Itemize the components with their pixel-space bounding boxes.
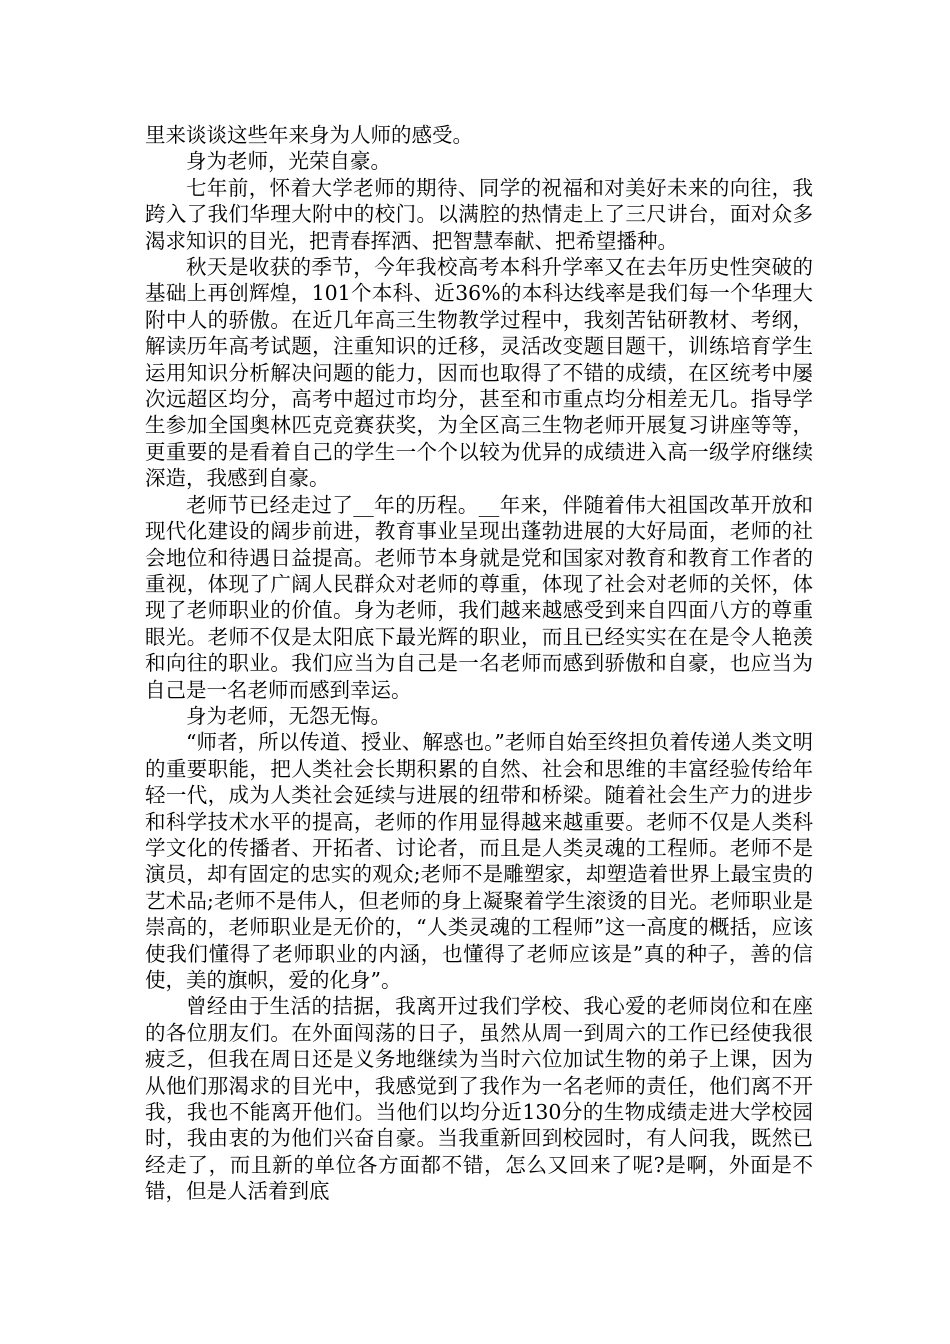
paragraph-2-heading: 身为老师，光荣自豪。 <box>186 149 391 174</box>
paragraph-4: 秋天是收获的季节，今年我校高考本科升学率又在去年历史性突破的基础上再创辉煌，101个本科、近36%的本科达线率是我们每一个华理大附中人的骄傲。在近几年高三生物教学过程中，我刻苦钻研教材、考纲，解读历年高考试题，注重知识的迁移，灵活改变题目题干，训练培育学生运用知识分析解决问题的能力，因而也取得了不错的成绩，在区统考中屡次远超区均分，高考中超过市均分，甚至和市重点均分相差无几。指导学生参加全国奥林匹克竞赛获奖，为全区高三生物老师开展复习讲座等等，更重要的是看着自己的学生一个个以较为优异的成绩进入高一级学府继续深造，我感到自豪。 <box>145 255 813 491</box>
paragraph-1: 里来谈谈这些年来身为人师的感受。 <box>145 123 473 147</box>
paragraph-3: 七年前，怀着大学老师的期待、同学的祝福和对美好未来的向往，我跨入了我们华理大附中的校门。以满腔的热情走上了三尺讲台，面对众多渴求知识的目光，把青春挥洒、把智慧奉献、把希望播种。 <box>145 175 813 253</box>
paragraph-7: “师者，所以传道、授业、解惑也。”老师自始至终担负着传递人类文明的重要职能，把人类社会长期积累的自然、社会和思维的丰富经验传给年轻一代，成为人类社会延续与进展的纽带和桥梁。随着社会生产力的进步和科学技术水平的提高，老师的作用显得越来越重要。老师不仅是人类科学文化的传播者、开拓者、讨论者，而且是人类灵魂的工程师。老师不是演员，却有固定的忠实的观众;老师不是雕塑家，却塑造着世界上最宝贵的艺术品;老师不是伟人，但老师的身上凝聚着学生滚烫的目光。老师职业是崇高的，老师职业是无价的，“人类灵魂的工程师”这一高度的概括，应该使我们懂得了老师职业的内涵，也懂得了老师应该是”真的种子，善的信使，美的旗帜，爱的化身”。 <box>145 730 813 992</box>
paragraph-6-heading: 身为老师，无怨无悔。 <box>186 703 391 728</box>
document-page <box>145 122 813 1205</box>
paragraph-8: 曾经由于生活的拮据，我离开过我们学校、我心爱的老师岗位和在座的各位朋友们。在外面闯荡的日子，虽然从周一到周六的工作已经使我很疲乏，但我在周日还是义务地继续为当时六位加试生物的弟子上课，因为从他们那渴求的目光中，我感觉到了我作为一名老师的责任，他们离不开我，我也不能离开他们。当他们以均分近130分的生物成绩走进大学校园时，我由衷的为他们兴奋自豪。当我重新回到校园时，有人问我，既然已经走了，而且新的单位各方面都不错，怎么又回来了呢?是啊，外面是不错，但是人活着到底 <box>145 994 813 1204</box>
paragraph-5: 老师节已经走过了__年的历程。__年来，伴随着伟大祖国改革开放和现代化建设的阔步前进，教育事业呈现出蓬勃进展的大好局面，老师的社会地位和待遇日益提高。老师节本身就是党和国家对教育和教育工作者的重视，体现了广阔人民群众对老师的尊重，体现了社会对老师的关怀，体现了老师职业的价值。身为老师，我们越来越感受到来自四面八方的尊重眼光。老师不仅是太阳底下最光辉的职业，而且已经实实在在是令人艳羡和向往的职业。我们应当为自己是一名老师而感到骄傲和自豪，也应当为自己是一名老师而感到幸运。 <box>145 492 813 702</box>
